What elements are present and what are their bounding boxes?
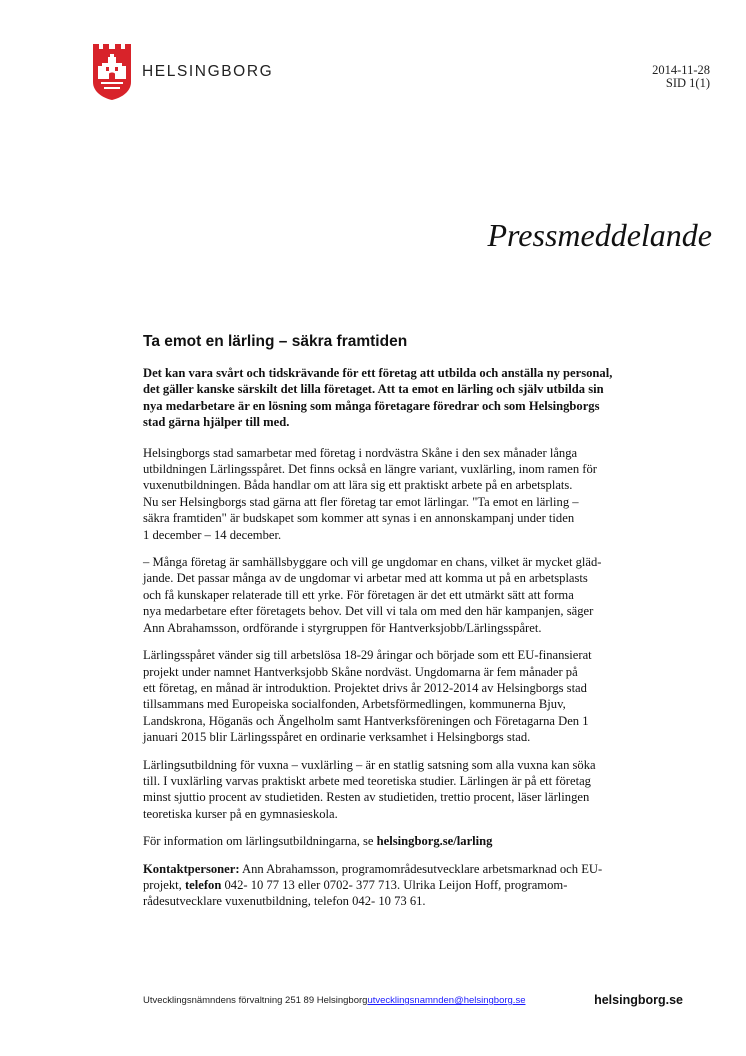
text-line: jande. Det passar många av de ungdomar vi arbetar med att komma ut på en arbetsplasts [143,571,588,586]
text-line: Ann Abrahamsson, ordförande i styrgruppen för Hantverksjobb/Lärlingsspåret. [143,620,542,635]
text-line: Nu ser Helsingborgs stad gärna att fler företag tar emot lärlingar. "Ta emot en lärling – [143,494,579,509]
info-paragraph [143,833,643,849]
text-line: Det kan vara svårt och tidskrävande för ett företag att utbilda och anställa ny personal, [143,366,613,380]
text-line: stad gärna hjälper till med. [143,415,290,430]
text-line: – Många företag är samhällsbyggare och vill ge ungdomar en chans, vilket är mycket gläd- [143,555,602,570]
info-link[interactable]: helsingborg.se/larling [376,834,493,849]
text-line: teoretiska kurser på en gymnasieskola. [143,806,338,821]
info-text: För information om lärlingsutbildningarna, se [143,834,377,849]
footer-text: Utvecklingsnämndens förvaltning 251 89 Helsingborg [143,995,368,1006]
text-line: projekt under namnet Hantverksjobb Skåne nordväst. Ungdomarna är fem månader på [143,664,578,679]
document-date: 2014-11-28 [652,63,710,77]
footer-website[interactable]: helsingborg.se [594,993,683,1007]
contacts-text: Ann Abrahamsson, programområdesutvecklare arbetsmarknad och EU- [239,861,603,876]
text-line: nya medarbetare efter företagets behov. Det vill vi tala om med den här kampanjen, säger [143,604,594,619]
text-line: Helsingborgs stad samarbetar med företag i nordvästra Skåne i den sex månader långa [143,445,578,460]
contacts-text: projekt, [143,877,185,892]
footer-email-link[interactable]: utvecklingsnamnden@helsingborg.se [367,995,526,1006]
document-type: Pressmeddelande [487,217,712,253]
text-line: Landskrona, Höganäs och Ängelholm samt Hantverksföreningen och Företagarna Den 1 [143,713,589,728]
document-meta [652,64,710,90]
text-line: det gäller kanske särskilt det lilla företaget. Att ta emot en lärling och själv utbilda sin [143,382,604,397]
text-line: januari 2015 blir Lärlingsspåret en ordinarie verksamhet i Helsingborgs stad. [143,730,531,745]
text-line: rådesutvecklare vuxenutbildning, telefon 042- 10 73 61. [143,894,426,909]
text-line: tillsammans med Europeiska socialfonden, Arbetsförmedlingen, kommunerna Bjuv, [143,697,566,712]
page-footer [143,993,683,1009]
text-line: utbildningen Lärlingsspåret. Det finns också en längre variant, vuxlärling, inom ramen för [143,462,597,477]
contacts-paragraph [143,861,643,910]
brand-wordmark: HELSINGBORG [142,63,274,80]
page-number: SID 1(1) [665,76,710,90]
headline: Ta emot en lärling – säkra framtiden [143,333,408,350]
text-line: nya medarbetare är en lösning som många företagare föredrar och som Helsingborgs [143,398,600,413]
contacts-label: Kontaktpersoner: [143,861,240,876]
text-line: till. I vuxlärling varvas praktiskt arbete med teoretiska studier. Lärlingen är på ett företag [143,773,591,788]
footer-address [143,995,525,1006]
text-line [143,877,643,893]
telefon-label: telefon [184,877,222,892]
body-paragraph [143,554,643,636]
press-release-body [143,333,643,921]
text-line: säkra framtiden" är budskapet som kommer att synas i en annonskampanj under tiden [143,511,575,526]
text-line: Lärlingsspåret vänder sig till arbetslösa 18-29 åringar och började som ett EU-finansierat [143,648,592,663]
text-line [143,861,643,877]
text-line: 1 december – 14 december. [143,527,282,542]
text-line: minst sjuttio procent av studietiden. Resten av studietiden, trettio procent, läser lärlingen [143,790,590,805]
body-paragraph [143,757,643,823]
helsingborg-logo-icon [93,44,131,100]
lead-paragraph [143,365,643,431]
text-line: vuxenutbildningen. Båda handlar om att lära sig ett praktiskt arbete på en arbetsplats. [143,478,573,493]
text-line: Lärlingsutbildning för vuxna – vuxlärling – är en statlig satsning som alla vuxna kan söka [143,757,596,772]
text-line: ett företag, en månad är introduktion. Projektet drivs år 2012-2014 av Helsingborgs stad [143,680,587,695]
contacts-text: 042- 10 77 13 eller 0702- 377 713. Ulrika Leijon Hoff, programom- [221,877,568,892]
body-paragraph [143,445,643,543]
text-line [143,833,643,849]
text-line: och få kunskaper relaterade till ett yrke. För företagen är det ett utmärkt sätt att forma [143,587,574,602]
body-paragraph [143,647,643,745]
